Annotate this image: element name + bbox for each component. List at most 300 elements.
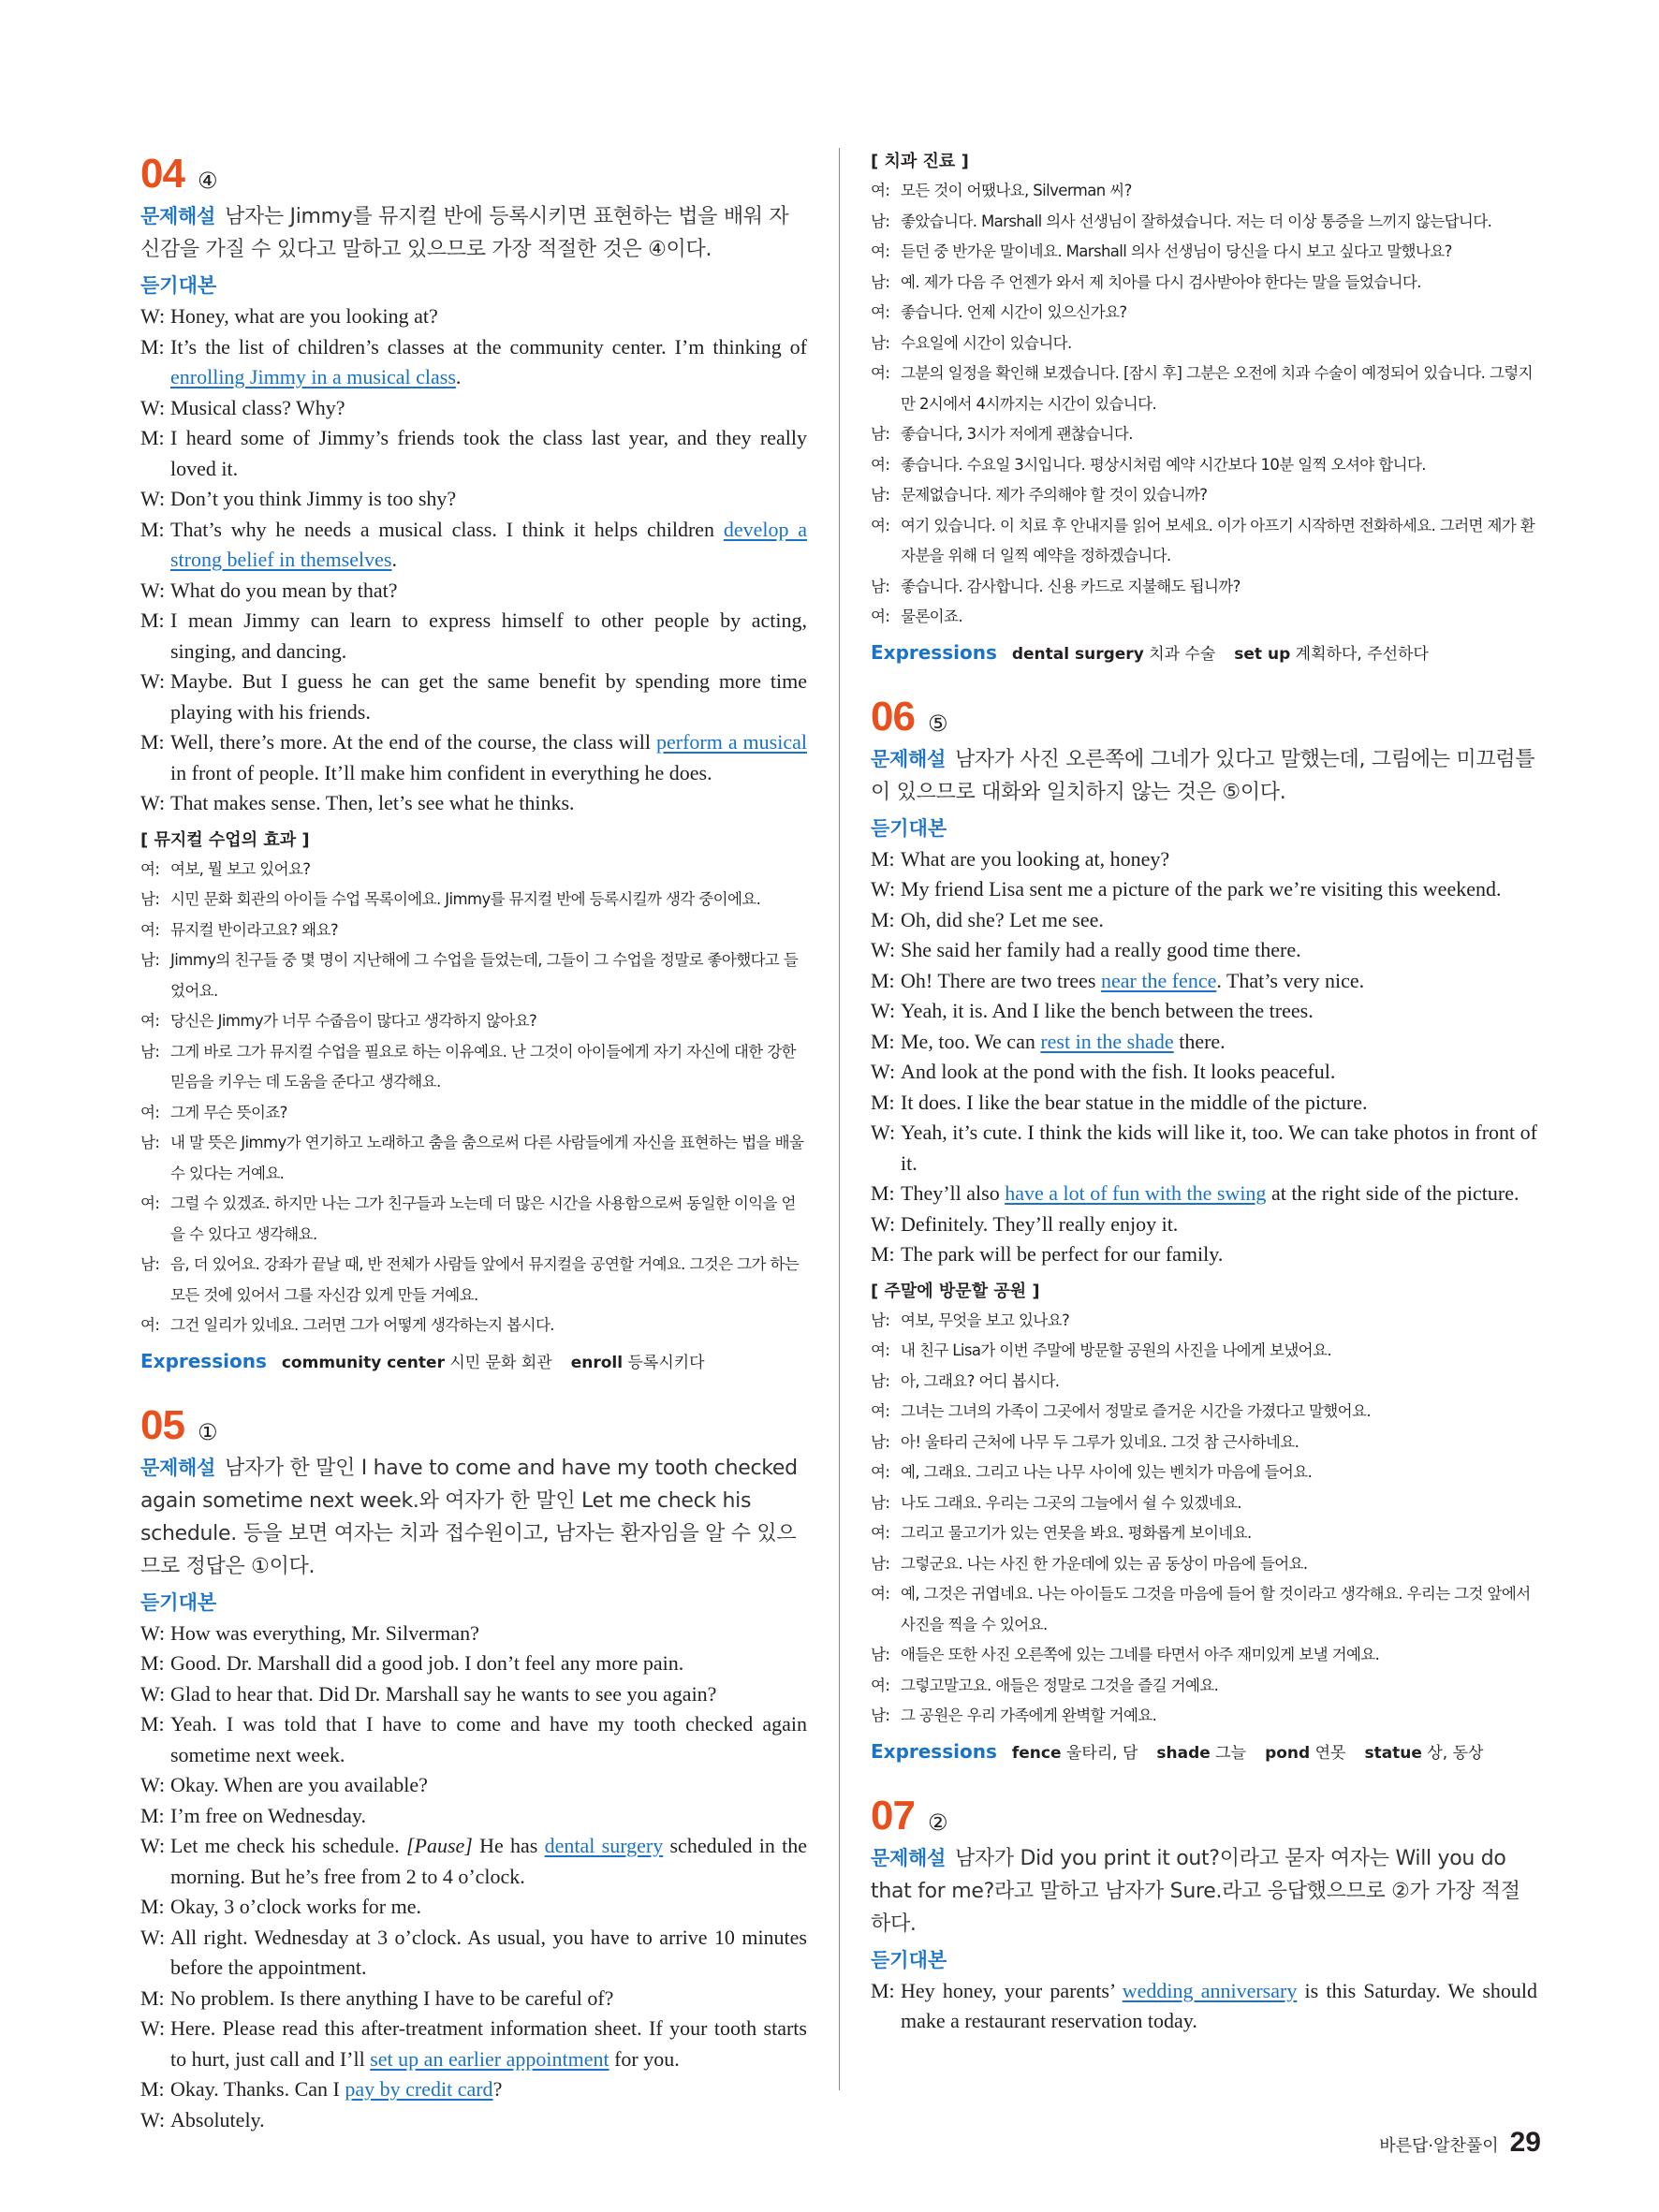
- script-label: 듣기대본: [871, 816, 947, 840]
- translation-text: 아, 그래요? 어디 봅시다.: [901, 1371, 1060, 1390]
- translation-text: 물론이죠.: [901, 608, 963, 625]
- explanation-label: 문제해설: [140, 205, 215, 227]
- highlighted-phrase: wedding anniversary: [1122, 1978, 1298, 2002]
- speaker: W:: [140, 1773, 166, 1796]
- speaker: 남:: [871, 425, 890, 443]
- speaker: 남:: [871, 1554, 890, 1573]
- answer-mark: ⑤: [927, 710, 948, 737]
- speaker: 여:: [871, 303, 890, 321]
- dialogue-line: [140, 1984, 807, 2014]
- line-text: [170, 515, 807, 576]
- text-segment: He has: [472, 1834, 545, 1857]
- translation-line: [871, 176, 1537, 207]
- line-text: [170, 484, 807, 515]
- dialogue-line: [140, 332, 807, 393]
- script-label: 듣기대본: [871, 1948, 947, 1971]
- line-text: [901, 1057, 1537, 1088]
- line-text: [170, 393, 807, 424]
- text-segment: The park will be perfect for our family.: [901, 1242, 1224, 1266]
- dialogue-line: [140, 1892, 807, 1923]
- expressions-list: [276, 1354, 718, 1372]
- highlighted-phrase: set up an earlier appointment: [370, 2046, 609, 2071]
- text-segment: That makes sense. Then, let’s see what he thinks.: [170, 791, 575, 814]
- speaker: 여:: [871, 242, 890, 260]
- expression-word: dental surgery: [1011, 644, 1144, 664]
- text-segment: Hey honey, your parents’: [901, 1978, 1123, 2002]
- line-text: [170, 1679, 807, 1710]
- line-text: [170, 727, 807, 788]
- translation-line: [140, 916, 807, 946]
- dialogue-line: [140, 1831, 807, 1892]
- text-segment: What are you looking at, honey?: [901, 846, 1170, 871]
- text-segment: No problem. Is there anything I have to be careful of?: [170, 1985, 614, 2010]
- translation-text: 그녀는 그녀의 가족이 그곳에서 정말로 즐거운 시간을 가졌다고 말했어요.: [901, 1402, 1371, 1420]
- translation-line: [871, 207, 1537, 238]
- line-text: [170, 1709, 807, 1770]
- expressions-label: Expressions: [871, 1739, 997, 1763]
- question-04: [140, 148, 807, 1379]
- expressions: [871, 637, 1537, 670]
- translation-line: [871, 1458, 1537, 1488]
- line-text: [901, 844, 1537, 875]
- translation-line: [871, 1367, 1537, 1398]
- translation-line: [140, 1128, 807, 1189]
- answer-mark: ①: [197, 1418, 218, 1445]
- translation-line: [871, 359, 1537, 419]
- speaker: 여:: [871, 516, 890, 535]
- text-segment: Yeah, it’s cute. I think the kids will like it, too. We can take photos in front of it.: [901, 1121, 1537, 1175]
- expressions-list: [1006, 1744, 1497, 1763]
- line-text: [901, 996, 1537, 1027]
- question-05-translation: [871, 148, 1537, 670]
- translation-line: [871, 268, 1537, 299]
- expressions-label: Expressions: [871, 640, 997, 664]
- expression-meaning: 상, 동상: [1427, 1743, 1484, 1763]
- expressions: [140, 1345, 807, 1379]
- stage-direction: [Pause]: [405, 1834, 473, 1857]
- speaker: M:: [871, 846, 895, 871]
- speaker: 남:: [871, 272, 890, 291]
- dialogue-line: [871, 1179, 1537, 1209]
- translation-text: 그리고 물고기가 있는 연못을 봐요. 평화롭게 보이네요.: [901, 1524, 1252, 1542]
- text-segment: Oh! There are two trees: [901, 968, 1101, 992]
- dialogue-line: [140, 606, 807, 667]
- text-segment: .: [391, 548, 397, 571]
- speaker: M:: [871, 1181, 895, 1205]
- page-footer: [1379, 2127, 1541, 2159]
- dialogue-line: [871, 874, 1537, 905]
- speaker: W:: [871, 938, 896, 961]
- text-segment: Oh, did she? Let me see.: [901, 907, 1104, 931]
- speaker: 남:: [140, 1134, 160, 1151]
- speaker: 남:: [871, 577, 890, 595]
- speaker: 남:: [871, 1432, 890, 1451]
- question-06: [871, 691, 1537, 1769]
- translation-line: [140, 1311, 807, 1341]
- expressions-label: Expressions: [140, 1349, 267, 1372]
- line-text: [170, 2105, 807, 2136]
- line-text: [170, 1892, 807, 1923]
- dialogue-line: [140, 484, 807, 515]
- text-segment: Yeah, it is. And I like the bench between the trees.: [901, 999, 1314, 1022]
- question-05: [140, 1399, 807, 2136]
- dialogue-line: [140, 2014, 807, 2074]
- text-segment: I mean Jimmy can learn to express himself to other people by acting, singing, and dancing.: [170, 608, 807, 663]
- translation-text: 좋습니다. 언제 시간이 있으신가요?: [901, 303, 1127, 321]
- speaker: 여:: [140, 1012, 160, 1030]
- speaker: 여:: [140, 1194, 160, 1212]
- translation-text: 그건 일리가 있네요. 그러면 그가 어떻게 생각하는지 봅시다.: [170, 1316, 554, 1334]
- speaker: W:: [140, 2016, 166, 2040]
- line-text: [170, 1801, 807, 1832]
- highlighted-phrase: develop a strong belief in themselves: [170, 517, 808, 571]
- expression-word: enroll: [570, 1353, 624, 1372]
- text-segment: Here. Please read this after-treatment information sheet. If your tooth starts to hurt, just call and I’ll: [170, 2016, 807, 2071]
- text-segment: What do you mean by that?: [170, 578, 398, 602]
- text-segment: Okay, 3 o’clock works for me.: [170, 1895, 421, 1918]
- question-number: 07: [871, 1792, 915, 1838]
- footer-label: 바른답·알찬풀이: [1379, 2136, 1499, 2156]
- question-07: [871, 1790, 1537, 2037]
- translation-text: 음, 더 있어요. 강좌가 끝날 때, 반 전체가 사람들 앞에서 뮤지컬을 공연할 거예요. 그것은 그가 하는 모든 것에 있어서 그를 자신감 있게 만들 거예요.: [170, 1255, 800, 1304]
- dialogue-script: [140, 301, 807, 819]
- line-text: [901, 1027, 1537, 1058]
- speaker: 여:: [871, 1524, 890, 1542]
- speaker: 남:: [871, 1371, 890, 1390]
- translation-text: Jimmy의 친구들 중 몇 명이 지난해에 그 수업을 들었는데, 그들이 그 수업을 정말로 좋아했다고 들었어요.: [170, 951, 799, 1000]
- text-segment: .: [455, 365, 462, 388]
- translation-text: 아! 울타리 근처에 나무 두 그루가 있네요. 그것 참 근사하네요.: [901, 1432, 1299, 1451]
- text-segment: Yeah. I was told that I have to come and have my tooth checked again sometime next week.: [170, 1712, 807, 1766]
- translation-line: [871, 1488, 1537, 1519]
- speaker: W:: [140, 1925, 166, 1949]
- text-segment: Definitely. They’ll really enjoy it.: [901, 1211, 1179, 1236]
- highlighted-phrase: near the fence: [1101, 968, 1217, 992]
- translation-text: 그렇고말고요. 애들은 정말로 그것을 즐길 거예요.: [901, 1676, 1219, 1694]
- translation-text: 여기 있습니다. 이 치료 후 안내지를 읽어 보세요. 이가 아프기 시작하면 전화하세요. 그러면 제가 환자분을 위해 더 일찍 예약을 정하겠습니다.: [901, 516, 1535, 564]
- answer-mark: ④: [197, 168, 218, 194]
- text-segment: scheduled in the morning. But he’s free from 2 to 4 o’clock.: [170, 1834, 807, 1888]
- translation-text: 그게 바로 그가 뮤지컬 수업을 필요로 하는 이유예요. 난 그것이 아이들에게 자기 자신에 대한 강한 믿음을 키우는 데 도움을 준다고 생각해요.: [170, 1042, 796, 1091]
- dialogue-line: [140, 1709, 807, 1770]
- explanation-text: 남자가 한 말인 I have to come and have my tooth checked again sometime next week.와 여자가 한 말인 Let me check his schedule. 등을 보면 여자는 치과 접수원이고, 남자는 환자임을 알 수 있으므로 정답은 ①이다.: [140, 1456, 798, 1578]
- speaker: W:: [140, 304, 166, 328]
- line-text: [901, 966, 1537, 997]
- line-text: [170, 2074, 807, 2105]
- script-label: 듣기대본: [140, 274, 217, 297]
- translation-line: [140, 855, 807, 886]
- text-segment: Musical class? Why?: [170, 395, 345, 419]
- speaker: M:: [140, 426, 165, 449]
- dialogue-line: [140, 2074, 807, 2105]
- line-text: [170, 606, 807, 667]
- translation-line: [871, 329, 1537, 359]
- explanation: [140, 1452, 807, 1583]
- dialogue-line: [871, 1027, 1537, 1058]
- text-segment: Maybe. But I guess he can get the same benefit by spending more time playing with his friends.: [170, 669, 807, 724]
- translation-text: 내 말 뜻은 Jimmy가 연기하고 노래하고 춤을 춤으로써 다른 사람들에게 자신을 표현하는 법을 배울 수 있다는 거예요.: [170, 1134, 804, 1182]
- translation-text: 예. 제가 다음 주 언젠가 와서 제 치아를 다시 검사받아야 한다는 말을 들었습니다.: [901, 272, 1421, 291]
- speaker: M:: [871, 968, 895, 992]
- speaker: W:: [871, 1121, 896, 1144]
- translation-line: [871, 1640, 1537, 1671]
- text-segment: Absolutely.: [170, 2107, 265, 2131]
- speaker: M:: [140, 730, 165, 754]
- translation-title: [ 뮤지컬 수업의 효과 ]: [140, 829, 310, 850]
- translation-line: [871, 450, 1537, 481]
- line-text: [170, 423, 807, 484]
- expression-meaning: 울타리, 담: [1065, 1743, 1138, 1763]
- dialogue-line: [140, 1801, 807, 1832]
- highlighted-phrase: have a lot of fun with the swing: [1005, 1181, 1267, 1205]
- speaker: 여:: [871, 1341, 890, 1359]
- speaker: M:: [140, 1985, 165, 2010]
- speaker: M:: [140, 608, 165, 632]
- explanation-text: 남자가 Did you print it out?이라고 묻자 여자는 Will you do that for me?라고 말하고 남자가 Sure.라고 응답했으므로 ②가 가장 적절하다.: [871, 1846, 1520, 1936]
- line-text: [170, 1770, 807, 1801]
- dialogue-line: [140, 1923, 807, 1984]
- line-text: [170, 788, 807, 819]
- korean-translation: [871, 176, 1537, 633]
- dialogue-line: [871, 1088, 1537, 1119]
- translation-line: [140, 1098, 807, 1129]
- speaker: 여:: [871, 182, 890, 199]
- expression-meaning: 그늘: [1215, 1743, 1247, 1763]
- line-text: [901, 935, 1537, 966]
- translation-line: [871, 419, 1537, 450]
- translation-text: 듣던 중 반가운 말이네요. Marshall 의사 선생님이 당신을 다시 보고 싶다고 말했나요?: [901, 242, 1452, 260]
- speaker: 남:: [140, 951, 160, 969]
- expression-word: community center: [281, 1353, 445, 1372]
- speaker: 여:: [871, 1402, 890, 1420]
- line-text: [170, 301, 807, 332]
- expression-word: set up: [1234, 644, 1291, 664]
- line-text: [170, 667, 807, 727]
- column-divider: [839, 148, 840, 2090]
- text-segment: I heard some of Jimmy’s friends took the class last year, and they really loved it.: [170, 426, 807, 480]
- dialogue-line: [140, 2105, 807, 2136]
- translation-line: [871, 511, 1537, 572]
- translation-text: 그렇군요. 나는 사진 한 가운데에 있는 곰 동상이 마음에 들어요.: [901, 1554, 1308, 1573]
- explanation: [140, 200, 807, 266]
- translation-line: [871, 237, 1537, 268]
- translation-text: 애들은 또한 사진 오른쪽에 있는 그네를 타면서 아주 재미있게 보낼 거예요.: [901, 1646, 1380, 1663]
- translation-line: [140, 1250, 807, 1311]
- line-text: [901, 874, 1537, 905]
- speaker: M:: [140, 517, 165, 541]
- speaker: 남:: [140, 1042, 160, 1061]
- line-text: [901, 1118, 1537, 1179]
- translation-text: 시민 문화 회관의 아이들 수업 목록이에요. Jimmy를 뮤지컬 반에 등록시킬까 생각 중이에요.: [170, 890, 761, 908]
- translation-text: 좋습니다, 3시가 저에게 괜찮습니다.: [901, 425, 1133, 443]
- speaker: M:: [140, 334, 165, 359]
- right-column: [871, 148, 1537, 2037]
- speaker: W:: [871, 1211, 896, 1236]
- line-text: [170, 1831, 807, 1892]
- text-segment: My friend Lisa sent me a picture of the park we’re visiting this weekend.: [901, 877, 1502, 901]
- line-text: [901, 1976, 1537, 2037]
- explanation-label: 문제해설: [140, 1456, 215, 1479]
- speaker: 여:: [140, 1316, 160, 1334]
- text-segment: They’ll also: [901, 1181, 1006, 1205]
- dialogue-line: [140, 1648, 807, 1679]
- text-segment: Honey, what are you looking at?: [170, 304, 438, 328]
- speaker: 여:: [871, 1676, 890, 1694]
- expression-meaning: 계획하다, 주선하다: [1295, 644, 1429, 664]
- line-text: [170, 576, 807, 607]
- highlighted-phrase: enrolling Jimmy in a musical class: [170, 365, 456, 388]
- highlighted-phrase: dental surgery: [544, 1834, 664, 1857]
- speaker: W:: [871, 877, 896, 901]
- dialogue-line: [140, 1619, 807, 1649]
- speaker: M:: [140, 1651, 165, 1675]
- speaker: M:: [140, 1803, 165, 1827]
- text-segment: ?: [492, 2077, 503, 2101]
- dialogue-line: [140, 423, 807, 484]
- text-segment: Don’t you think Jimmy is too shy?: [170, 487, 457, 510]
- speaker: 남:: [871, 1311, 890, 1329]
- korean-translation: [140, 855, 807, 1341]
- line-text: [901, 1179, 1537, 1209]
- speaker: 여:: [871, 608, 890, 625]
- speaker: 남:: [871, 1707, 890, 1724]
- translation-text: 그 공원은 우리 가족에게 완벽할 거예요.: [901, 1707, 1157, 1724]
- translation-text: 내 친구 Lisa가 이번 주말에 방문할 공원의 사진을 나에게 보냈어요.: [901, 1341, 1332, 1359]
- translation-title: [ 치과 진료 ]: [871, 152, 969, 171]
- translation-line: [140, 1037, 807, 1098]
- speaker: 여:: [871, 364, 890, 382]
- expression-meaning: 치과 수술: [1149, 644, 1216, 664]
- expressions-list: [1006, 645, 1442, 664]
- text-segment: is this Saturday. We should make a restaurant reservation today.: [901, 1978, 1537, 2032]
- line-text: [901, 1209, 1537, 1240]
- answer-mark: ②: [927, 1809, 948, 1836]
- text-segment: Okay. Thanks. Can I: [170, 2077, 345, 2101]
- explanation: [871, 1842, 1537, 1941]
- dialogue-line: [871, 996, 1537, 1027]
- dialogue-script: [871, 844, 1537, 1270]
- translation-text: 당신은 Jimmy가 너무 수줍음이 많다고 생각하지 않아요?: [170, 1012, 537, 1030]
- left-column: [140, 148, 807, 2135]
- line-text: [901, 1239, 1537, 1270]
- line-text: [170, 1619, 807, 1649]
- speaker: M:: [140, 1895, 165, 1918]
- explanation-text: 남자는 Jimmy를 뮤지컬 반에 등록시키면 표현하는 법을 배워 자신감을 가질 수 있다고 말하고 있으므로 가장 적절한 것은 ④이다.: [140, 205, 789, 261]
- dialogue-line: [140, 727, 807, 788]
- dialogue-line: [871, 935, 1537, 966]
- speaker: 남:: [871, 1646, 890, 1663]
- dialogue-line: [140, 393, 807, 424]
- translation-line: [871, 1671, 1537, 1702]
- speaker: M:: [871, 907, 895, 931]
- speaker: W:: [140, 578, 166, 602]
- text-segment: It’s the list of children’s classes at the community center. I’m thinking of: [170, 334, 807, 359]
- translation-text: 수요일에 시간이 있습니다.: [901, 333, 1072, 352]
- translation-line: [871, 1701, 1537, 1732]
- dialogue-line: [140, 788, 807, 819]
- speaker: M:: [871, 1978, 895, 2002]
- line-text: [170, 1923, 807, 1984]
- highlighted-phrase: pay by credit card: [345, 2077, 493, 2101]
- explanation-label: 문제해설: [871, 747, 946, 770]
- question-number: 04: [140, 151, 184, 197]
- translation-line: [871, 298, 1537, 329]
- translation-text: 예, 그래요. 그리고 나는 나무 사이에 있는 벤치가 마음에 들어요.: [901, 1463, 1313, 1481]
- speaker: M:: [871, 1242, 895, 1266]
- expression-meaning: 시민 문화 회관: [449, 1353, 552, 1372]
- speaker: M:: [871, 1029, 895, 1053]
- expressions: [871, 1736, 1537, 1769]
- text-segment: . That’s very nice.: [1216, 968, 1365, 992]
- line-text: [170, 1648, 807, 1679]
- text-segment: She said her family had a really good time there.: [901, 938, 1301, 961]
- speaker: 여:: [871, 1585, 890, 1603]
- explanation-text: 남자가 사진 오른쪽에 그네가 있다고 말했는데, 그림에는 미끄럼틀이 있으므로 대화와 일치하지 않는 것은 ⑤이다.: [871, 747, 1535, 804]
- speaker: W:: [140, 669, 166, 693]
- speaker: W:: [140, 791, 166, 814]
- question-header: [871, 1790, 1537, 1837]
- text-segment: in front of people. It’ll make him confident in everything he does.: [170, 760, 712, 784]
- speaker: 여:: [871, 455, 890, 474]
- question-number: 05: [140, 1401, 184, 1448]
- explanation: [871, 743, 1537, 809]
- dialogue-line: [140, 301, 807, 332]
- speaker: 남:: [871, 212, 890, 230]
- dialogue-line: [871, 905, 1537, 936]
- text-segment: It does. I like the bear statue in the middle of the picture.: [901, 1090, 1368, 1114]
- expression-meaning: 연못: [1314, 1743, 1346, 1763]
- dialogue-script: [140, 1619, 807, 2136]
- translation-line: [871, 1579, 1537, 1640]
- line-text: [901, 1088, 1537, 1119]
- expression-word: pond: [1265, 1743, 1311, 1763]
- translation-line: [871, 1306, 1537, 1337]
- highlighted-phrase: perform a musical: [655, 730, 807, 754]
- text-segment: Me, too. We can: [901, 1029, 1041, 1053]
- text-segment: I’m free on Wednesday.: [170, 1803, 366, 1827]
- translation-text: 좋습니다. 수요일 3시입니다. 평상시처럼 예약 시간보다 10분 일찍 오셔야 합니다.: [901, 455, 1426, 474]
- speaker: 남:: [140, 1255, 160, 1273]
- page-number: 29: [1509, 2127, 1541, 2158]
- text-segment: Well, there’s more. At the end of the course, the class will: [170, 730, 656, 754]
- line-text: [170, 1984, 807, 2014]
- question-header: [871, 691, 1537, 738]
- translation-line: [140, 945, 807, 1006]
- translation-text: 나도 그래요. 우리는 그곳의 그늘에서 쉴 수 있겠네요.: [901, 1493, 1241, 1512]
- explanation-label: 문제해설: [871, 1846, 946, 1869]
- translation-text: 그게 무슨 뜻이죠?: [170, 1103, 287, 1121]
- text-segment: All right. Wednesday at 3 o’clock. As usual, you have to arrive 10 minutes before the appointment.: [170, 1925, 807, 1979]
- translation-text: 예, 그것은 귀엽네요. 나는 아이들도 그것을 마음에 들어 할 것이라고 생각해요. 우리는 그것 앞에서 사진을 찍을 수 있어요.: [901, 1585, 1531, 1633]
- speaker: 남:: [140, 890, 160, 908]
- expression-word: fence: [1011, 1743, 1062, 1763]
- text-segment: How was everything, Mr. Silverman?: [170, 1620, 479, 1645]
- text-segment: for you.: [609, 2046, 680, 2071]
- speaker: M:: [871, 1090, 895, 1114]
- korean-translation: [871, 1306, 1537, 1732]
- line-text: [170, 2014, 807, 2074]
- expression-meaning: 등록시키다: [627, 1353, 705, 1372]
- translation-line: [871, 1549, 1537, 1580]
- speaker: W:: [140, 487, 166, 510]
- translation-line: [871, 602, 1537, 633]
- dialogue-line: [871, 844, 1537, 875]
- translation-line: [871, 1428, 1537, 1458]
- text-segment: And look at the pond with the fish. It looks peaceful.: [901, 1060, 1336, 1083]
- translation-text: 문제없습니다. 제가 주의해야 할 것이 있습니까?: [901, 486, 1208, 504]
- translation-line: [871, 480, 1537, 511]
- speaker: 남:: [871, 333, 890, 352]
